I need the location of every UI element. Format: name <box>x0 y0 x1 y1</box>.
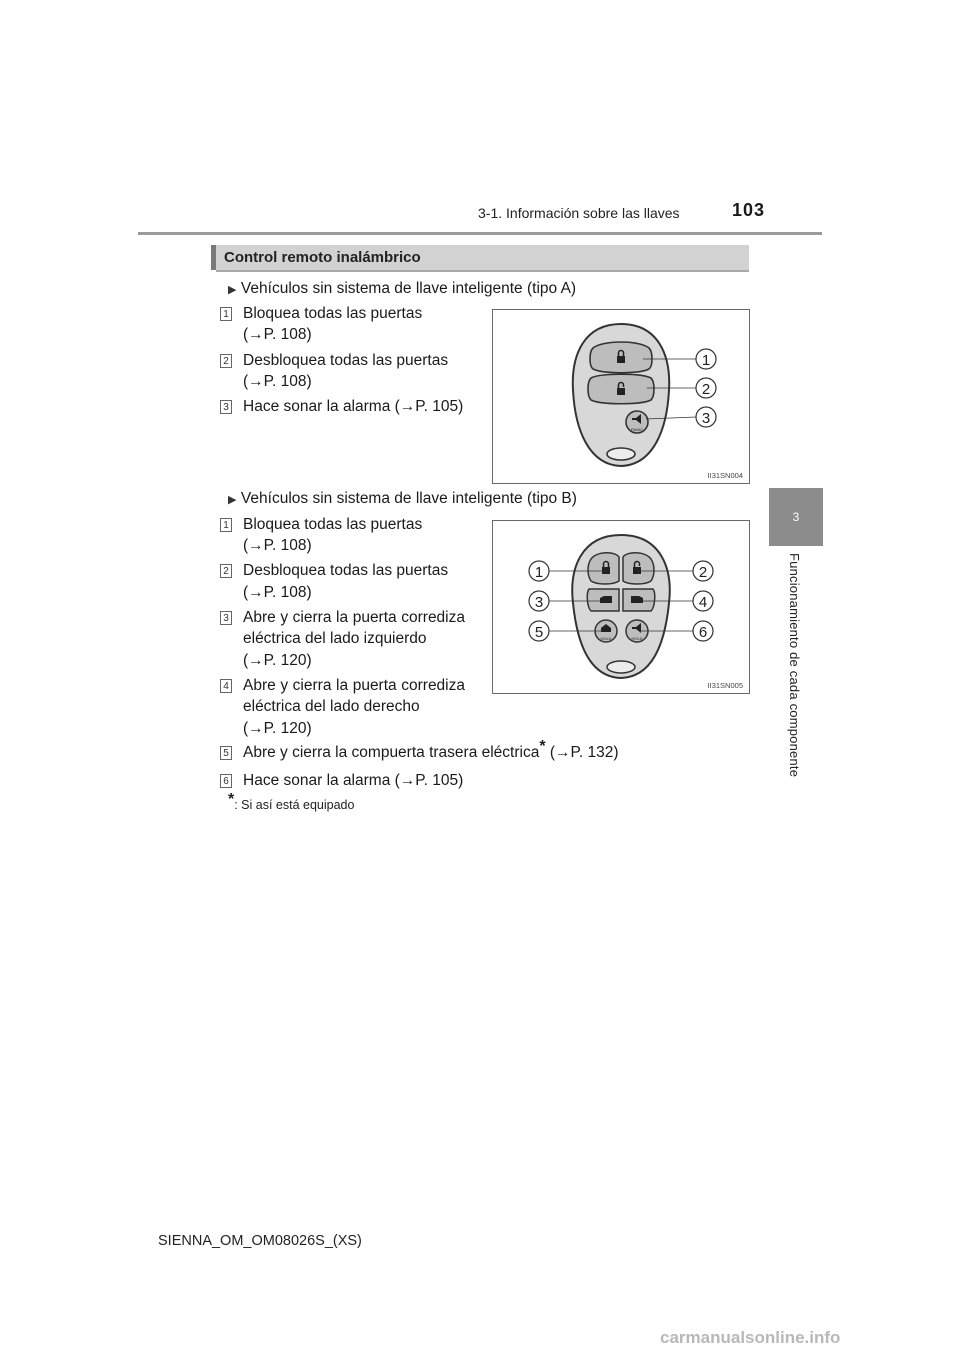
svg-text:6: 6 <box>698 624 708 641</box>
footnote-text: : Si así está equipado <box>234 798 355 812</box>
item-number-badge: 6 <box>220 774 232 788</box>
group-a-item-2-line1: Desbloquea todas las puertas <box>243 352 449 369</box>
svg-text:3: 3 <box>701 410 711 427</box>
remote-type-a-illustration <box>493 310 749 483</box>
hold-label: HOLD <box>631 636 643 641</box>
svg-text:1: 1 <box>701 352 711 369</box>
group-a-item-1-line1: Bloquea todas las puertas <box>243 305 423 322</box>
group-b-item-3-ref[interactable]: (→P. 120) <box>243 652 312 669</box>
group-b-item-2-ref[interactable]: (→P. 108) <box>243 584 312 601</box>
key-ring-hole <box>607 661 635 673</box>
watermark: carmanualsonline.info <box>660 1328 841 1347</box>
footnote-mark: * <box>228 790 235 808</box>
section-title-underline <box>216 270 749 272</box>
group-a-item-2-ref[interactable]: (→P. 108) <box>243 373 312 390</box>
key-ring-hole <box>607 448 635 460</box>
remote-type-a-figure <box>492 309 750 484</box>
item-number-badge: 1 <box>220 307 232 321</box>
header-section-title: 3-1. Información sobre las llaves <box>478 205 680 221</box>
section-title: Control remoto inalámbrico <box>224 249 421 266</box>
item-number-badge: 1 <box>220 518 232 532</box>
header-divider <box>138 232 822 235</box>
group-b-item-2-line1: Desbloquea todas las puertas <box>243 562 449 579</box>
item-number-badge: 5 <box>220 746 232 760</box>
figure-code: II31SN004 <box>707 471 743 480</box>
footnote <box>228 790 355 812</box>
group-b-item-5-line1 <box>243 737 619 762</box>
triangle-bullet-icon: ▶ <box>228 284 237 296</box>
group-b-item-1-ref[interactable]: (→P. 108) <box>243 537 312 554</box>
section-title-bar <box>211 245 749 270</box>
group-a-item-3-line1: Hace sonar la alarma (→P. 105) <box>243 398 464 415</box>
footnote-asterisk: * <box>539 737 546 755</box>
item-number-badge: 2 <box>220 354 232 368</box>
remote-type-b-illustration <box>493 521 749 693</box>
item-number-badge: 2 <box>220 564 232 578</box>
group-b-item-3-line1: Abre y cierra la puerta corrediza <box>243 609 465 626</box>
chapter-tab-label: Funcionamiento de cada componente <box>787 553 802 778</box>
group-a-item-1-ref[interactable]: (→P. 108) <box>243 326 312 343</box>
hold-label: HOLD <box>600 636 612 641</box>
panic-label: PANIC <box>631 427 643 432</box>
group-b-item-5-ref[interactable]: (→P. 132) <box>545 744 619 761</box>
group-b-item-5-text: Abre y cierra la compuerta trasera eléctrica <box>243 744 540 761</box>
group-b-item-4-line1: Abre y cierra la puerta corrediza <box>243 677 465 694</box>
chapter-tab[interactable] <box>769 488 823 546</box>
group-a-heading-text: Vehículos sin sistema de llave inteligente (tipo A) <box>240 280 577 297</box>
group-b-item-4-line2: eléctrica del lado derecho <box>243 698 420 715</box>
group-b-item-3-line2: eléctrica del lado izquierdo <box>243 630 427 647</box>
item-number-badge: 3 <box>220 611 232 625</box>
svg-text:3: 3 <box>534 594 544 611</box>
document-code-footer: SIENNA_OM_OM08026S_(XS) <box>158 1233 362 1249</box>
figure-code: II31SN005 <box>707 681 743 690</box>
remote-type-b-figure <box>492 520 750 694</box>
fob-body <box>572 535 669 678</box>
svg-text:5: 5 <box>534 624 544 641</box>
svg-text:2: 2 <box>701 381 711 398</box>
group-b-heading <box>228 490 577 508</box>
group-b-item-4-ref[interactable]: (→P. 120) <box>243 720 312 737</box>
group-b-item-6-line1: Hace sonar la alarma (→P. 105) <box>243 772 464 789</box>
chapter-tab-number: 3 <box>792 510 800 524</box>
item-number-badge: 3 <box>220 400 232 414</box>
group-b-item-1-line1: Bloquea todas las puertas <box>243 516 423 533</box>
svg-text:2: 2 <box>698 564 708 581</box>
item-number-badge: 4 <box>220 679 232 693</box>
group-a-heading <box>228 280 576 298</box>
svg-text:4: 4 <box>698 594 708 611</box>
triangle-bullet-icon: ▶ <box>228 494 237 506</box>
group-b-heading-text: Vehículos sin sistema de llave inteligente (tipo B) <box>240 490 577 507</box>
page-number: 103 <box>732 200 766 220</box>
svg-text:1: 1 <box>534 564 544 581</box>
